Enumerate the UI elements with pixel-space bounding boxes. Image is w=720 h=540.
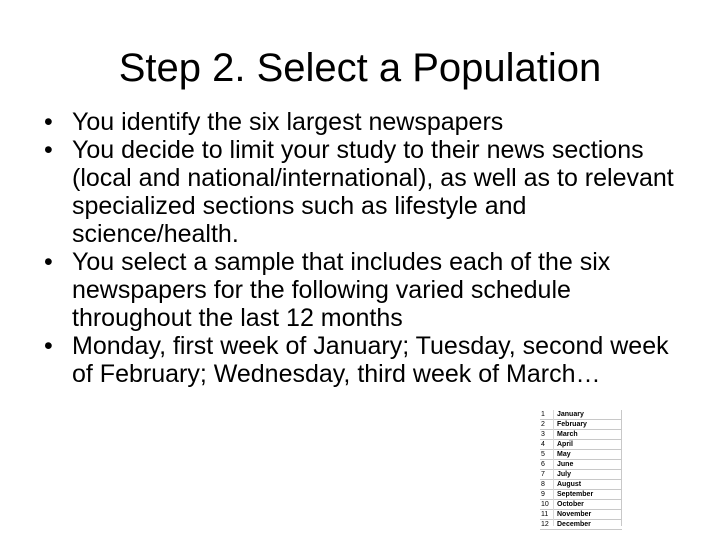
month-name: September — [556, 490, 622, 500]
bullet-list — [44, 108, 694, 388]
bullet-dot: • — [44, 248, 53, 276]
table-divider — [553, 410, 554, 526]
month-name: July — [556, 470, 622, 480]
bullet-item — [44, 108, 694, 136]
month-name: August — [556, 480, 622, 490]
month-number: 11 — [540, 510, 556, 520]
slide-title: Step 2. Select a Population — [118, 46, 602, 90]
month-name: January — [556, 410, 622, 420]
bullet-text: You decide to limit your study to their news sections (local and national/international), as well as to relevant specialized sections such as lifestyle and science/health. — [72, 136, 674, 248]
month-name: October — [556, 500, 622, 510]
month-number: 9 — [540, 490, 556, 500]
month-number: 12 — [540, 520, 556, 530]
month-number: 10 — [540, 500, 556, 510]
bullet-item — [44, 332, 694, 388]
month-name: November — [556, 510, 622, 520]
month-number: 3 — [540, 430, 556, 440]
month-number: 4 — [540, 440, 556, 450]
bullet-item — [44, 136, 694, 248]
month-number: 7 — [540, 470, 556, 480]
bullet-text: Monday, first week of January; Tuesday, second week of February; Wednesday, third week of March… — [72, 332, 669, 388]
month-number: 8 — [540, 480, 556, 490]
month-number: 1 — [540, 410, 556, 420]
bullet-text: You select a sample that includes each of the six newspapers for the following varied schedule throughout the last 12 months — [72, 248, 611, 332]
table-border — [621, 410, 622, 526]
bullet-dot: • — [44, 136, 53, 164]
month-name: April — [556, 440, 622, 450]
month-name: December — [556, 520, 622, 530]
month-number: 2 — [540, 420, 556, 430]
month-number: 5 — [540, 450, 556, 460]
month-name: June — [556, 460, 622, 470]
month-number: 6 — [540, 460, 556, 470]
bullet-item — [44, 248, 694, 332]
month-name: February — [556, 420, 622, 430]
month-name: March — [556, 430, 622, 440]
bullet-dot: • — [44, 332, 53, 360]
bullet-text: You identify the six largest newspapers — [72, 108, 504, 136]
bullet-dot: • — [44, 108, 53, 136]
month-name: May — [556, 450, 622, 460]
